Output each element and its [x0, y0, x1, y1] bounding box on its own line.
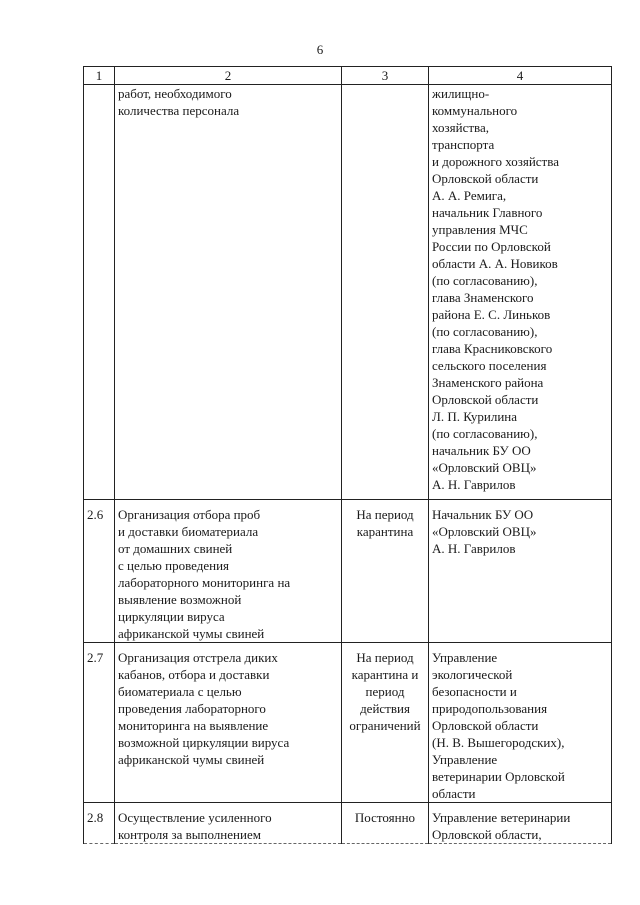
text-line: Орловской области [432, 171, 539, 186]
text-line: области А. А. Новиков [432, 256, 558, 271]
row-number [84, 85, 115, 500]
text-line: лабораторного мониторинга на [118, 575, 291, 590]
text-line: района Е. С. Линьков [432, 307, 551, 322]
text-line: ветеринарии Орловской [432, 769, 565, 784]
text-line: безопасности и [432, 684, 517, 699]
text-line: Организация отбора проб [118, 507, 261, 522]
text-line: На период [356, 650, 414, 665]
text-line: и доставки биоматериала [118, 524, 259, 539]
text-line: карантина и [351, 667, 419, 682]
table-row [84, 500, 612, 643]
text-line: области [432, 786, 476, 801]
action-cell [115, 803, 342, 844]
text-line: действия [360, 701, 410, 716]
text-line: начальник БУ ОО [432, 443, 531, 458]
text-line: А. Н. Гаврилов [432, 477, 516, 492]
table-row [84, 643, 612, 803]
text-line: Осуществление усиленного [118, 810, 272, 825]
text-line: с целью проведения [118, 558, 230, 573]
row-number: 2.7 [84, 643, 115, 803]
action-cell [115, 500, 342, 643]
text-line: экологической [432, 667, 513, 682]
text-line: количества персонала [118, 103, 240, 118]
action-plan-table [83, 66, 612, 844]
text-line: «Орловский ОВЦ» [432, 460, 537, 475]
text-line: Управление ветеринарии [432, 810, 571, 825]
text-line: коммунального [432, 103, 518, 118]
text-line: глава Знаменского [432, 290, 534, 305]
text-line: начальник Главного [432, 205, 543, 220]
header-row [84, 67, 612, 85]
responsible-cell [429, 803, 612, 844]
responsible-cell [429, 85, 612, 500]
text-line: контроля за выполнением [118, 827, 261, 842]
column-header: 2 [115, 67, 342, 85]
row-number: 2.8 [84, 803, 115, 844]
table-row [84, 85, 612, 500]
column-header: 3 [342, 67, 429, 85]
action-cell [115, 85, 342, 500]
period-cell [342, 85, 429, 500]
text-line: ограничений [349, 718, 421, 733]
text-line: кабанов, отбора и доставки [118, 667, 270, 682]
text-line: глава Красниковского [432, 341, 553, 356]
text-line: А. Н. Гаврилов [432, 541, 516, 556]
text-line: Начальник БУ ОО [432, 507, 534, 522]
text-line: и дорожного хозяйства [432, 154, 559, 169]
column-header: 4 [429, 67, 612, 85]
period-cell [342, 803, 429, 844]
text-line: (по согласованию), [432, 273, 538, 288]
text-line: выявление возможной [118, 592, 242, 607]
table-row [84, 803, 612, 844]
text-line: хозяйства, [432, 120, 490, 135]
text-line: Л. П. Курилина [432, 409, 518, 424]
text-line: управления МЧС [432, 222, 528, 237]
text-line: Управление [432, 752, 498, 767]
text-line: работ, необходимого [118, 86, 232, 101]
text-line: (по согласованию), [432, 426, 538, 441]
text-line: Орловской области, [432, 827, 542, 842]
text-line: (Н. В. Вышегородских), [432, 735, 565, 750]
text-line: Орловской области [432, 718, 539, 733]
text-line: жилищно- [432, 86, 490, 101]
page-number: 6 [316, 42, 324, 57]
text-line: Постоянно [354, 810, 416, 825]
text-line: африканской чумы свиней [118, 752, 265, 767]
text-line: транспорта [432, 137, 495, 152]
text-line: Знаменского района [432, 375, 544, 390]
column-header: 1 [84, 67, 115, 85]
text-line: России по Орловской [432, 239, 551, 254]
responsible-cell [429, 643, 612, 803]
text-line: Организация отстрела диких [118, 650, 278, 665]
text-line: африканской чумы свиней [118, 626, 265, 641]
action-cell [115, 643, 342, 803]
text-line: сельского поселения [432, 358, 547, 373]
period-cell [342, 500, 429, 643]
text-line: биоматериала с целью [118, 684, 242, 699]
text-line: На период [356, 507, 414, 522]
text-line: природопользования [432, 701, 548, 716]
text-line: возможной циркуляции вируса [118, 735, 290, 750]
row-number: 2.6 [84, 500, 115, 643]
text-line: проведения лабораторного [118, 701, 266, 716]
text-line: период [365, 684, 405, 699]
text-line: от домашних свиней [118, 541, 233, 556]
text-line: Орловской области [432, 392, 539, 407]
text-line: «Орловский ОВЦ» [432, 524, 537, 539]
text-line: Управление [432, 650, 498, 665]
responsible-cell [429, 500, 612, 643]
text-line: карантина [356, 524, 414, 539]
text-line: циркуляции вируса [118, 609, 225, 624]
text-line: (по согласованию), [432, 324, 538, 339]
period-cell [342, 643, 429, 803]
text-line: А. А. Ремига, [432, 188, 507, 203]
text-line: мониторинга на выявление [118, 718, 269, 733]
